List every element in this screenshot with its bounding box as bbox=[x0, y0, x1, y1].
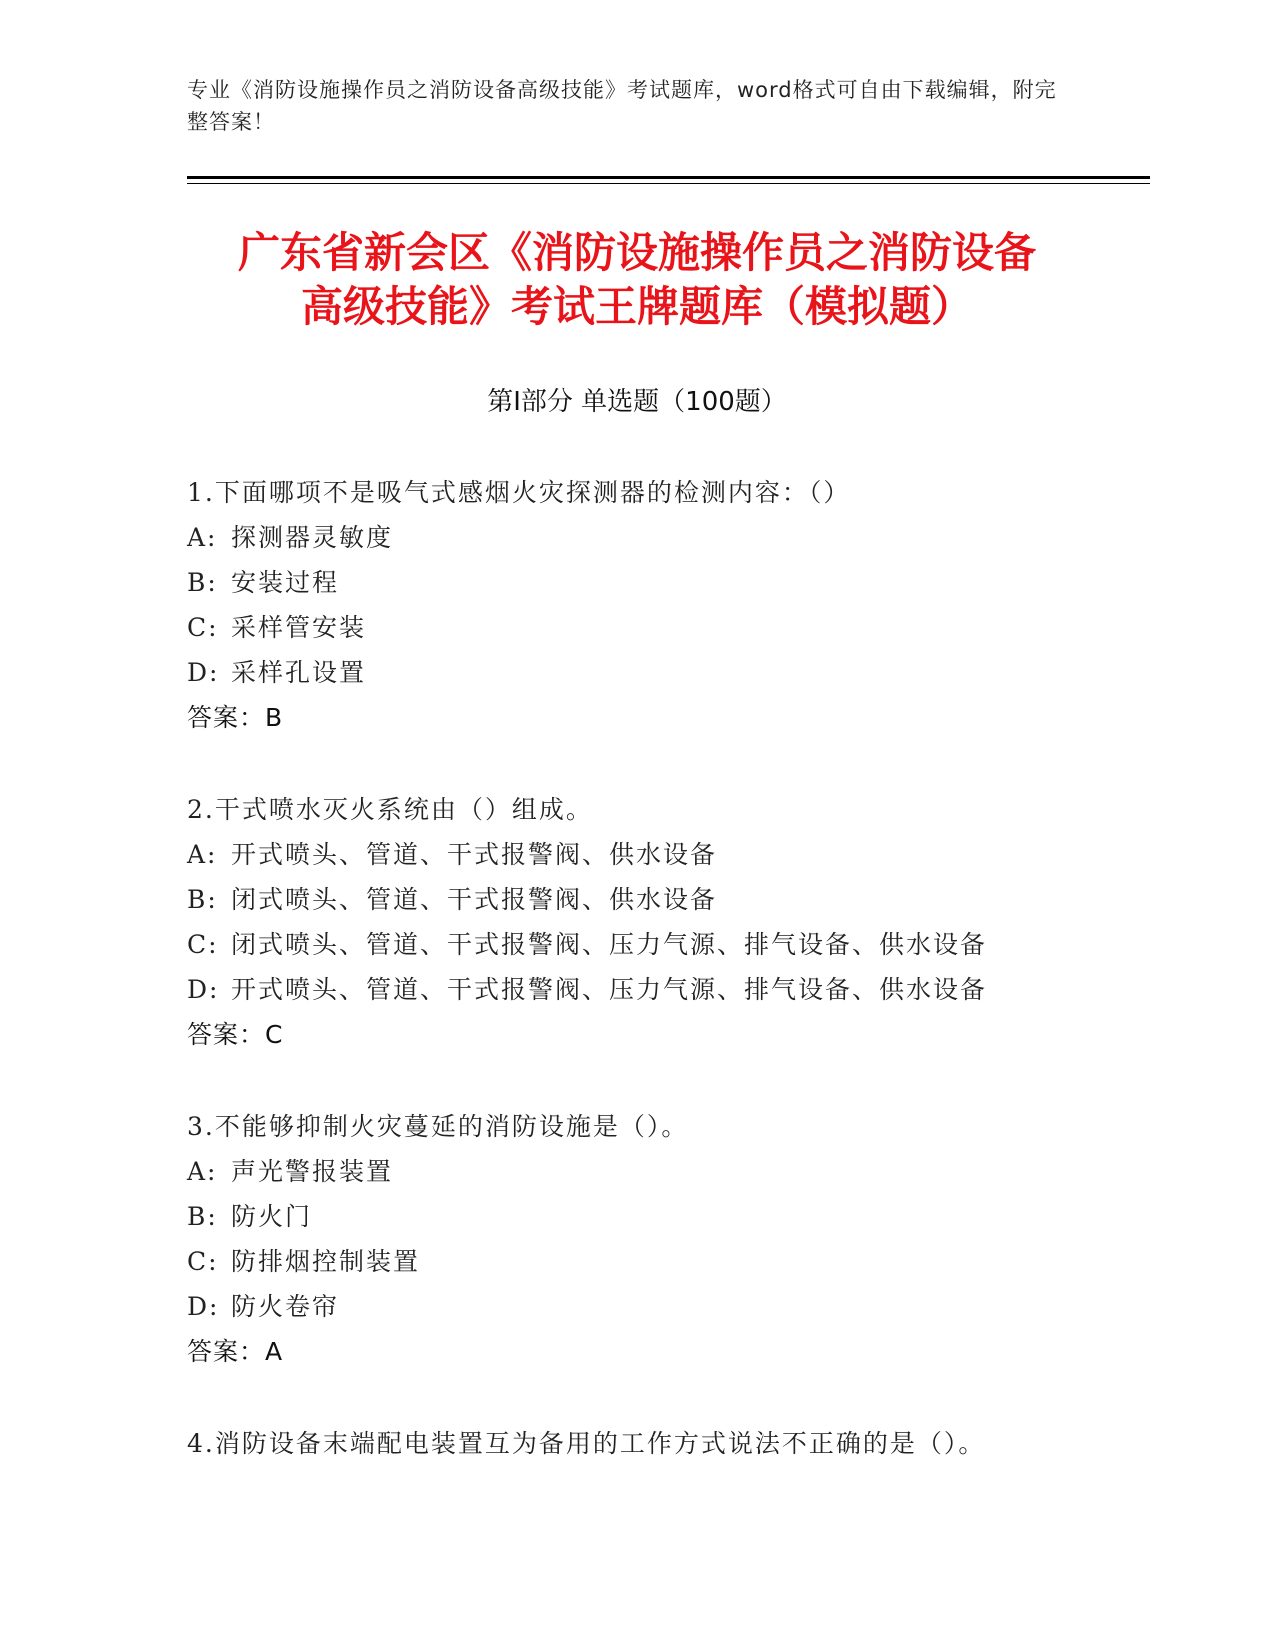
document-title-line-1: 广东省新会区《消防设施操作员之消防设备 bbox=[237, 228, 1036, 277]
option-key: B: bbox=[187, 568, 218, 597]
option-a bbox=[187, 832, 1107, 877]
option-c bbox=[187, 605, 1107, 650]
option-text: 防排烟控制装置 bbox=[231, 1247, 421, 1276]
option-text: 声光警报装置 bbox=[231, 1157, 394, 1186]
question-list bbox=[187, 470, 1107, 1466]
answer-line bbox=[187, 695, 1107, 740]
option-text: 防火门 bbox=[231, 1202, 313, 1231]
option-text: 闭式喷头、管道、干式报警阀、供水设备 bbox=[231, 885, 718, 914]
header-note: 专业《消防设施操作员之消防设备高级技能》考试题库，word格式可自由下载编辑，附完整答案！ bbox=[187, 78, 1057, 134]
option-key: C: bbox=[187, 613, 219, 642]
option-key: B: bbox=[187, 1202, 218, 1231]
question-stem: 2.干式喷水灭火系统由（）组成。 bbox=[187, 795, 593, 824]
question-3 bbox=[187, 1104, 1107, 1374]
header-rule-thin bbox=[187, 183, 1150, 184]
answer-value: B bbox=[265, 703, 284, 732]
option-key: D: bbox=[187, 658, 220, 687]
answer-value: A bbox=[265, 1337, 284, 1366]
option-b bbox=[187, 1194, 1107, 1239]
document-title-line-2: 高级技能》考试王牌题库（模拟题） bbox=[300, 282, 973, 331]
option-d bbox=[187, 650, 1107, 695]
header-rule-thick bbox=[187, 176, 1150, 179]
option-text: 采样孔设置 bbox=[231, 658, 367, 687]
answer-line bbox=[187, 1012, 1107, 1057]
answer-prefix: 答案： bbox=[187, 703, 266, 732]
option-key: A: bbox=[187, 1157, 218, 1186]
option-a bbox=[187, 515, 1107, 560]
option-text: 开式喷头、管道、干式报警阀、压力气源、排气设备、供水设备 bbox=[231, 975, 988, 1004]
option-c bbox=[187, 1239, 1107, 1284]
option-text: 闭式喷头、管道、干式报警阀、压力气源、排气设备、供水设备 bbox=[231, 930, 988, 959]
option-key: C: bbox=[187, 1247, 219, 1276]
option-text: 安装过程 bbox=[231, 568, 340, 597]
question-stem: 4.消防设备末端配电装置互为备用的工作方式说法不正确的是（）。 bbox=[187, 1429, 986, 1458]
question-stem: 1.下面哪项不是吸气式感烟火灾探测器的检测内容：（） bbox=[187, 478, 851, 507]
answer-line bbox=[187, 1329, 1107, 1374]
section-title: 第Ⅰ部分 单选题（100题） bbox=[487, 387, 787, 417]
question-gap bbox=[187, 1057, 1107, 1104]
option-key: D: bbox=[187, 975, 220, 1004]
option-a bbox=[187, 1149, 1107, 1194]
question-4 bbox=[187, 1421, 1107, 1466]
option-key: C: bbox=[187, 930, 219, 959]
option-text: 采样管安装 bbox=[231, 613, 367, 642]
option-d bbox=[187, 967, 1107, 1012]
document-title bbox=[187, 226, 1087, 334]
option-text: 开式喷头、管道、干式报警阀、供水设备 bbox=[231, 840, 718, 869]
question-stem: 3.不能够抑制火灾蔓延的消防设施是（）。 bbox=[187, 1112, 689, 1141]
answer-prefix: 答案： bbox=[187, 1337, 266, 1366]
option-b bbox=[187, 877, 1107, 922]
option-key: B: bbox=[187, 885, 218, 914]
question-gap bbox=[187, 740, 1107, 787]
option-key: A: bbox=[187, 840, 218, 869]
question-1 bbox=[187, 470, 1107, 740]
option-b bbox=[187, 560, 1107, 605]
option-text: 防火卷帘 bbox=[231, 1292, 340, 1321]
option-d bbox=[187, 1284, 1107, 1329]
question-gap bbox=[187, 1374, 1107, 1421]
option-key: D: bbox=[187, 1292, 220, 1321]
option-text: 探测器灵敏度 bbox=[231, 523, 394, 552]
answer-prefix: 答案： bbox=[187, 1020, 266, 1049]
option-key: A: bbox=[187, 523, 218, 552]
answer-value: C bbox=[265, 1020, 284, 1049]
question-2 bbox=[187, 787, 1107, 1057]
option-c bbox=[187, 922, 1107, 967]
